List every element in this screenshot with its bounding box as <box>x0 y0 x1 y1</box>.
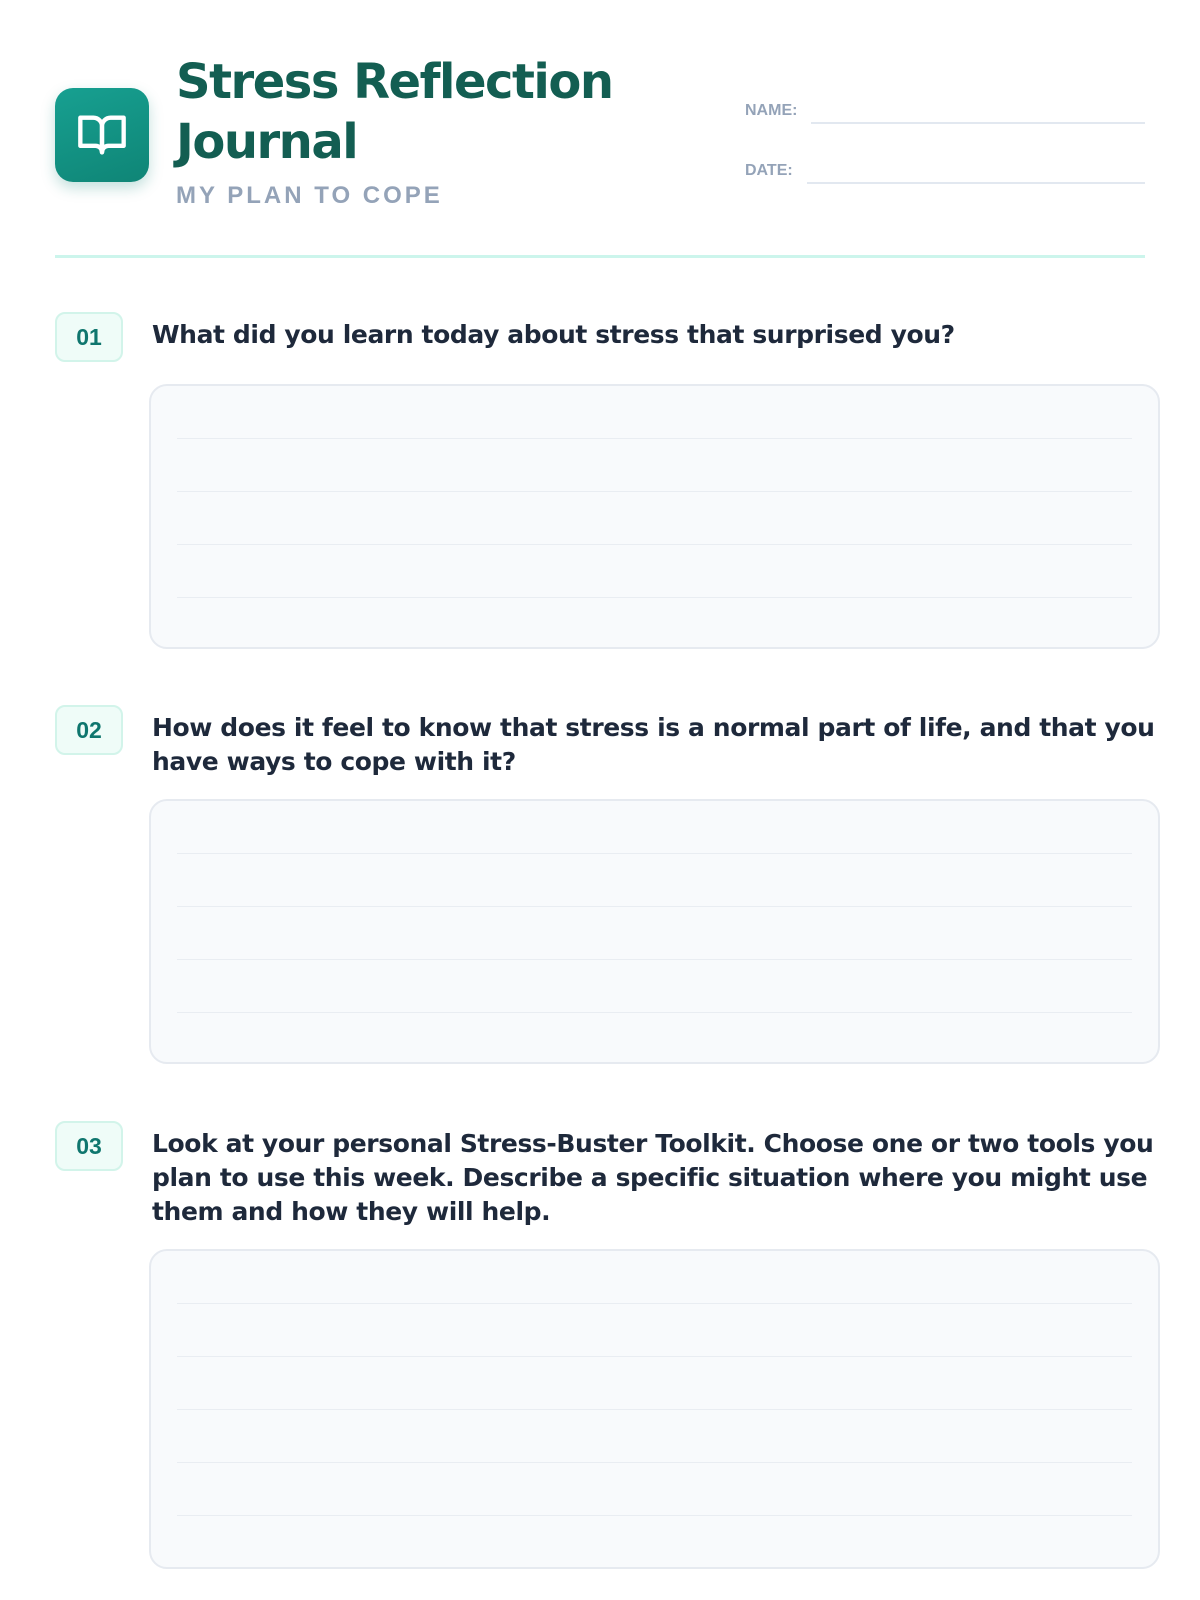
question-text: How does it feel to know that stress is a normal part of life, and that you have ways to cope with it? <box>152 713 1155 776</box>
name-date-fields <box>745 96 1145 216</box>
writing-line <box>177 1303 1132 1304</box>
writing-line <box>177 597 1132 598</box>
open-book-icon <box>55 88 149 182</box>
writing-line <box>177 853 1132 854</box>
date-field[interactable] <box>807 156 1145 184</box>
writing-line <box>177 1012 1132 1013</box>
writing-line <box>177 1409 1132 1410</box>
question-text: What did you learn today about stress that surprised you? <box>152 320 955 349</box>
writing-line <box>177 491 1132 492</box>
writing-line <box>177 438 1132 439</box>
page-title: Stress Reflection Journal <box>176 54 613 170</box>
question-number-badge: 03 <box>55 1121 123 1171</box>
title-block <box>176 52 716 210</box>
answer-box[interactable] <box>149 1249 1160 1569</box>
question-number-badge: 01 <box>55 312 123 362</box>
question-number-badge: 02 <box>55 705 123 755</box>
question-text: Look at your personal Stress-Buster Toolkit. Choose one or two tools you plan to use this week. Describe a specific situation where you might use them and how they will help. <box>152 1129 1154 1226</box>
question-block <box>55 1121 1160 1229</box>
page-subtitle: MY PLAN TO COPE <box>176 182 443 209</box>
name-label: NAME: <box>745 102 798 119</box>
date-label: DATE: <box>745 162 793 179</box>
question-block <box>55 312 1160 362</box>
question-block <box>55 705 1160 779</box>
writing-line <box>177 1515 1132 1516</box>
question-header <box>55 705 1160 779</box>
answer-box[interactable] <box>149 384 1160 649</box>
name-row <box>745 96 1145 124</box>
answer-box[interactable] <box>149 799 1160 1064</box>
name-field[interactable] <box>811 96 1145 124</box>
question-header <box>55 1121 1160 1229</box>
writing-line <box>177 544 1132 545</box>
writing-line <box>177 1356 1132 1357</box>
writing-line <box>177 1462 1132 1463</box>
question-header <box>55 312 1160 362</box>
page-header <box>55 0 1145 258</box>
writing-line <box>177 959 1132 960</box>
date-row <box>745 156 1145 184</box>
writing-line <box>177 906 1132 907</box>
